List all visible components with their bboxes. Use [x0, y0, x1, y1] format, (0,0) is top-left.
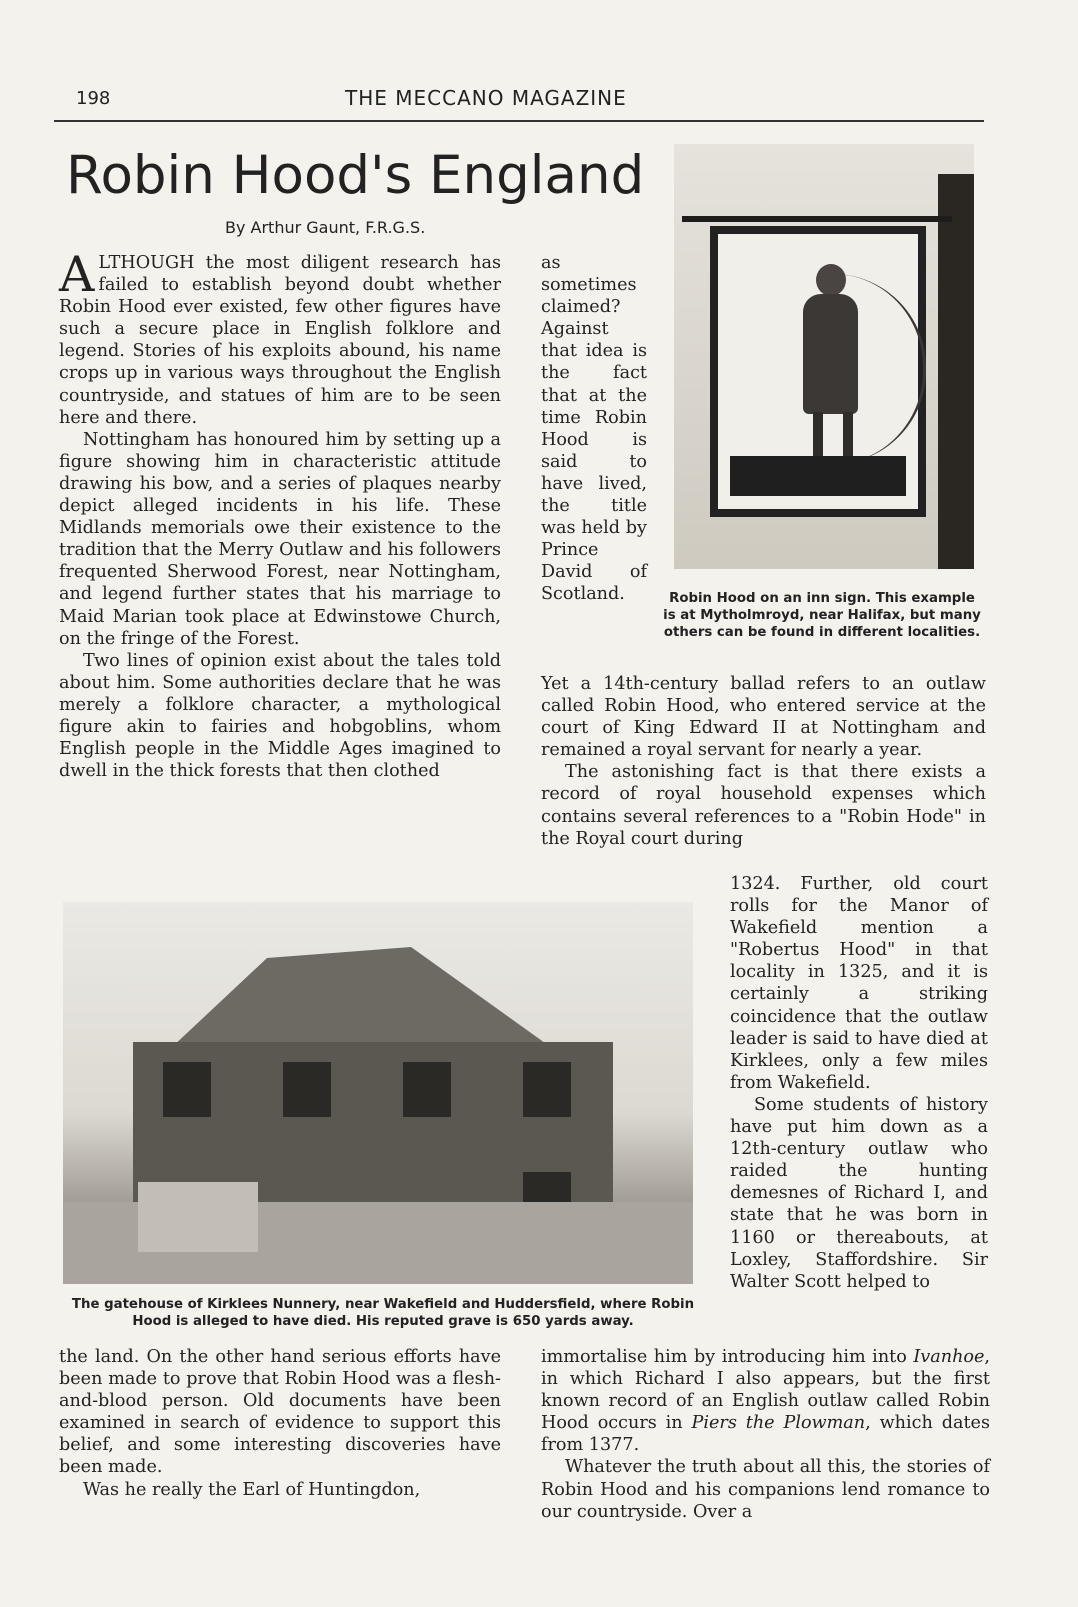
drop-cap: A [59, 246, 95, 303]
sign-bracket [682, 216, 952, 222]
paragraph: Nottingham has honoured him by setting up a figure showing him in characteristic attitude drawing his bow, and a series of plaques nearby depict alleged incidents in his life. These Midlands memorials owe their existence to the tradition that the Merry Outlaw and his followers frequented Sherwood Forest, near Nottingham, and legend further states that his marriage to Maid Marian took place at Edwinstowe Church, on the fringe of the Forest. [59, 429, 501, 649]
window [163, 1062, 211, 1117]
paragraph: Was he really the Earl of Huntingdon, [83, 1479, 421, 1500]
bow [833, 274, 926, 464]
paragraph: Some students of history have put him down as a 12th-century outlaw who raided the hunting demesnes of Richard I, and state that he was born in 1160 or thereabouts, at Loxley, Staffordshire. Sir Walter Scott helped to [730, 1094, 988, 1292]
paragraph: 1324. Further, old court rolls for the Manor of Wakefield mention a "Robertus Hood" in that locality in 1325, and it is certainly a striking coincidence that the outlaw leader is said to have died at Kirklees, only a few miles from Wakefield. [730, 874, 988, 1093]
column-1-bottom [59, 1346, 501, 1501]
article-title: Robin Hood's England [66, 145, 645, 206]
article-byline: By Arthur Gaunt, F.R.G.S. [225, 218, 426, 237]
header-rule [54, 120, 984, 122]
gatehouse-caption: The gatehouse of Kirklees Nunnery, near Wakefield and Huddersfield, where Robin Hood is alleged to have died. His reputed grave is 650 yards away. [71, 1297, 695, 1329]
book-title: Piers the Plowman [691, 1413, 866, 1434]
paragraph: as sometimes claimed? Against that idea is the fact that at the time Robin Hood is said to have lived, the title was held by Prince David of Scotland. [541, 253, 647, 605]
paragraph: Whatever the truth about all this, the stories of Robin Hood and his companions lend romance to our countryside. Over a [541, 1457, 990, 1522]
sign-plate [730, 456, 906, 496]
window [283, 1062, 331, 1117]
inn-sign-caption: Robin Hood on an inn sign. This example is at Mytholmroyd, near Halifax, but many others can be found in different localities. [663, 591, 981, 640]
window [523, 1062, 571, 1117]
inn-sign-photo [674, 144, 974, 569]
window [403, 1062, 451, 1117]
paragraph: immortalise him by introducing him into Ivanhoe, in which Richard I also appears, but the first known record of an English outlaw called Robin Hood occurs in Piers the Plowman, which dates from 1377. [541, 1347, 990, 1456]
paragraph: ALTHOUGH the most diligent research has failed to establish beyond doubt whether Robin Hood ever existed, few other figures have such a secure place in English folklore and legend. Stories of his exploits abound, his name crops up in various ways throughout the English countryside, and statues of him are to be seen here and there. [59, 246, 501, 428]
sign-board [710, 226, 926, 517]
book-title: Ivanhoe [913, 1347, 985, 1367]
paragraph: Yet a 14th-century ballad refers to an outlaw called Robin Hood, who entered service at the court of King Edward II at Nottingham and remained a royal servant for nearly a year. [541, 674, 986, 761]
magazine-title: THE MECCANO MAGAZINE [345, 86, 627, 110]
paragraph: Two lines of opinion exist about the tales told about him. Some authorities declare that he was merely a folklore character, a mythological figure akin to fairies and hobgoblins, whom English people in the Middle Ages imagined to dwell in the thick forests that then clothed [59, 650, 501, 782]
column-2-bottom [541, 1346, 990, 1523]
column-1-top [59, 246, 501, 782]
shed [138, 1182, 258, 1252]
brick-wall [938, 174, 974, 569]
column-2-narrow [541, 252, 647, 606]
paragraph: The astonishing fact is that there exists a record of royal household expenses which contains several references to a "Robin Hode" in the Royal court during [541, 762, 986, 849]
gatehouse-photo [63, 902, 693, 1284]
column-2-right [730, 873, 988, 1293]
page-number: 198 [76, 88, 111, 109]
paragraph: the land. On the other hand serious efforts have been made to prove that Robin Hood was a flesh-and-blood person. Old documents have been examined in search of evidence to support this belief, and some interesting discoveries have been made. [59, 1347, 501, 1478]
house-roof [123, 947, 603, 1057]
column-2-middle [541, 673, 986, 850]
